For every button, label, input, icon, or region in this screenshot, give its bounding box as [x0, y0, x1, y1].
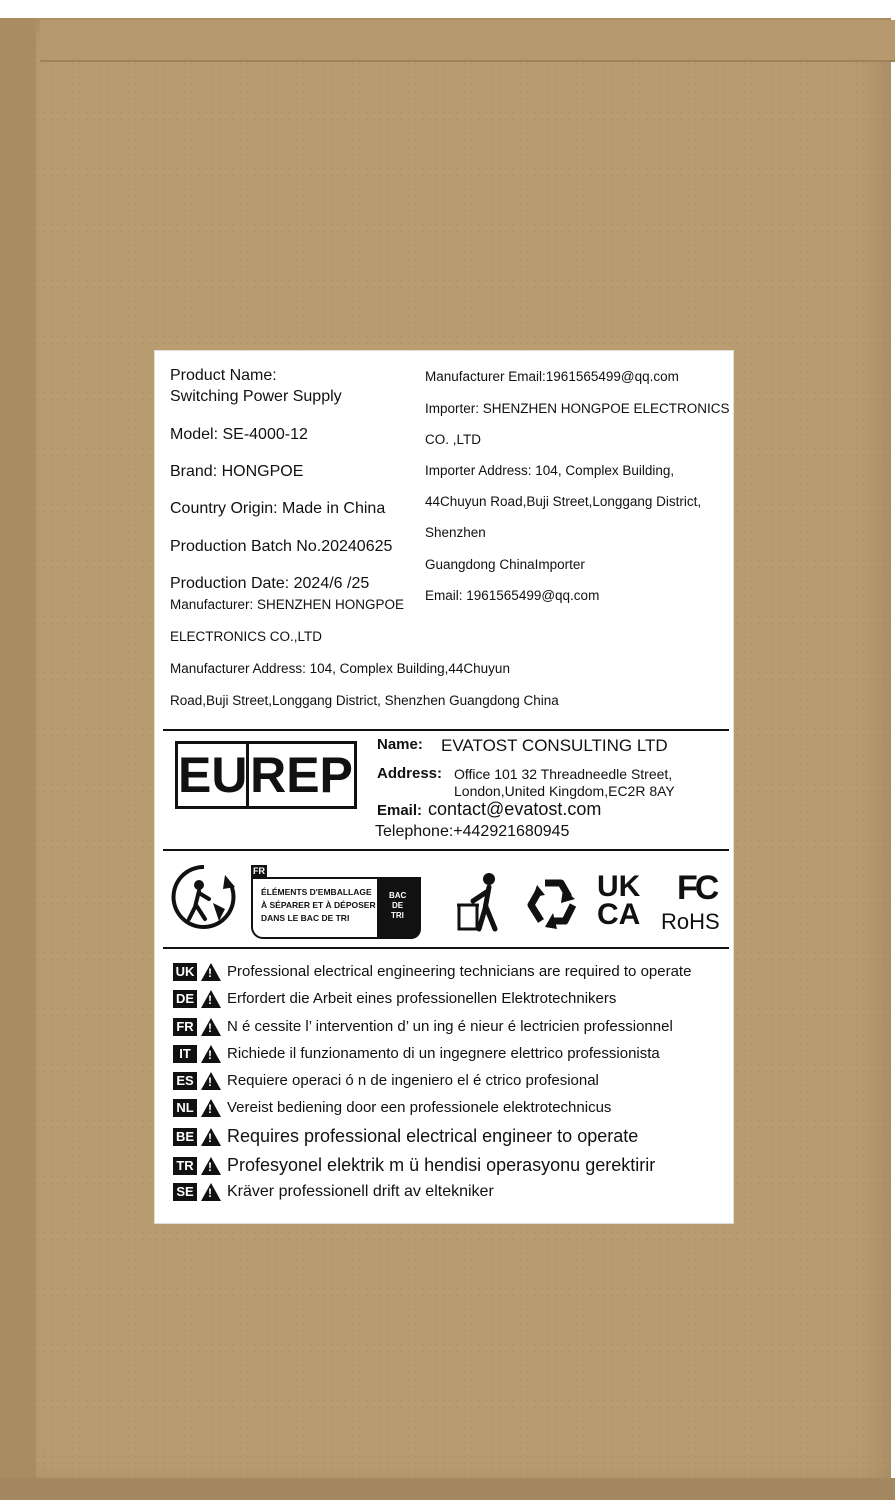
recycle-icon	[523, 875, 583, 933]
country-code-badge: NL	[173, 1099, 197, 1117]
warning-row	[173, 1183, 494, 1201]
eu-rep-eu: EU	[178, 744, 249, 806]
eu-rep-logo	[175, 741, 357, 809]
country-code-badge: UK	[173, 963, 197, 981]
warning-row	[173, 1155, 655, 1176]
right-line-7: Guangdong ChinaImporter	[425, 557, 585, 572]
eurep-name-label: Name:	[377, 736, 423, 753]
eurep-address-1: Office 101 32 Threadneedle Street,	[454, 766, 673, 782]
warning-text: Erfordert die Arbeit eines professionellen Elektrotechnikers	[227, 990, 617, 1007]
triman-info-box	[251, 877, 421, 939]
right-line-1: Manufacturer Email:1961565499@qq.com	[425, 369, 679, 384]
bac-1: BAC	[389, 891, 407, 900]
ukca-uk: UK	[597, 870, 641, 903]
warning-icon	[201, 990, 221, 1008]
mfr-address-line-1: Manufacturer Address: 104, Complex Building,44Chuyun	[170, 661, 510, 676]
country-code-badge: SE	[173, 1183, 197, 1201]
eurep-email-value: contact@evatost.com	[428, 799, 602, 819]
product-info-section	[165, 357, 730, 727]
warning-row	[173, 1018, 673, 1036]
warning-text: Profesyonel elektrik m ü hendisi operasyonu gerektirir	[227, 1155, 656, 1175]
warning-icon	[201, 1099, 221, 1117]
eurep-telephone: Telephone:+442921680945	[375, 823, 570, 840]
warning-text: Requires professional electrical engineer to operate	[227, 1126, 639, 1146]
eurep-email-label: Email:	[377, 802, 423, 819]
warning-row	[173, 1045, 660, 1063]
certification-icons	[165, 859, 725, 939]
warning-icon	[201, 1018, 221, 1036]
eurep-name-value: EVATOST CONSULTING LTD	[441, 736, 668, 755]
manufacturer-line-1: Manufacturer: SHENZHEN HONGPOE	[170, 597, 405, 612]
warning-icon	[201, 1045, 221, 1063]
country-code-badge: DE	[173, 990, 197, 1008]
country-code-badge: BE	[173, 1128, 197, 1146]
right-line-6: Shenzhen	[425, 525, 486, 540]
warning-row	[173, 963, 691, 981]
ukca-ca: CA	[597, 898, 641, 931]
country-code-badge: FR	[173, 1018, 197, 1036]
product-name-label: Product Name:	[170, 367, 277, 384]
eurep-address-2: London,United Kingdom,EC2R 8AY	[454, 783, 675, 799]
fc-mark: FC	[677, 869, 717, 907]
warning-row	[173, 1099, 611, 1117]
divider-2	[163, 849, 729, 851]
ukca-mark	[597, 870, 641, 931]
tidyman-icon	[455, 871, 505, 933]
manufacturer-line-2: ELECTRONICS CO.,LTD	[170, 629, 323, 644]
box-top-flap	[40, 20, 895, 62]
warning-icon	[201, 1157, 221, 1175]
fr-tag: FR	[253, 866, 265, 876]
warning-text: Vereist bediening door een professionele elektrotechnicus	[227, 1099, 612, 1116]
mfr-address-line-2: Road,Buji Street,Longgang District, Shenzhen Guangdong China	[170, 693, 559, 708]
warning-text: Professional electrical engineering technicians are required to operate	[227, 963, 692, 980]
bac-2: DE	[392, 901, 404, 910]
warning-icon	[201, 1128, 221, 1146]
country-code-badge: TR	[173, 1157, 197, 1175]
eurep-address-label: Address:	[377, 765, 443, 782]
triman-icon	[169, 861, 239, 933]
warning-icon	[201, 1072, 221, 1090]
triman-text-2: À SÉPARER ET À DÉPOSER	[261, 900, 376, 910]
right-line-3: CO. ,LTD	[425, 432, 482, 447]
divider-1	[163, 729, 729, 731]
triman-text-1: ÉLÉMENTS D'EMBALLAGE	[261, 887, 372, 897]
warning-row	[173, 990, 616, 1008]
country-code-badge: IT	[173, 1045, 197, 1063]
brand: Brand: HONGPOE	[170, 463, 304, 480]
warning-text: Requiere operaci ó n de ingeniero el é ctrico profesional	[227, 1072, 599, 1089]
warning-icon	[201, 963, 221, 981]
model: Model: SE-4000-12	[170, 426, 308, 443]
right-line-8: Email: 1961565499@qq.com	[425, 588, 600, 603]
box-bottom-edge	[0, 1478, 895, 1500]
product-name-value: Switching Power Supply	[170, 388, 342, 405]
warning-text: N é cessite l’ intervention d’ un ing é nieur é lectricien professionnel	[227, 1018, 673, 1035]
bac-3: TRI	[391, 911, 404, 920]
country-code-badge: ES	[173, 1072, 197, 1090]
bac-de-tri-bin	[377, 879, 421, 939]
triman-text-3: DANS LE BAC DE TRI	[261, 913, 350, 923]
warning-text: Kräver professionell drift av eltekniker	[227, 1183, 494, 1201]
box-left-edge	[0, 18, 36, 1496]
production-batch: Production Batch No.20240625	[170, 538, 393, 555]
rohs-mark: RoHS	[661, 909, 720, 934]
warning-text: Richiede il funzionamento di un ingegnere elettrico professionista	[227, 1045, 660, 1062]
warning-row	[173, 1126, 638, 1147]
eu-rep-rep: REP	[250, 747, 353, 803]
warning-icon	[201, 1183, 221, 1201]
warning-row	[173, 1072, 599, 1090]
right-line-2: Importer: SHENZHEN HONGPOE ELECTRONICS	[425, 401, 730, 416]
production-date: Production Date: 2024/6 /25	[170, 575, 370, 592]
product-label	[154, 350, 734, 1224]
country-origin: Country Origin: Made in China	[170, 500, 386, 517]
right-line-5: 44Chuyun Road,Buji Street,Longgang District,	[425, 494, 702, 509]
right-line-4: Importer Address: 104, Complex Building,	[425, 463, 675, 478]
divider-3	[163, 947, 729, 949]
